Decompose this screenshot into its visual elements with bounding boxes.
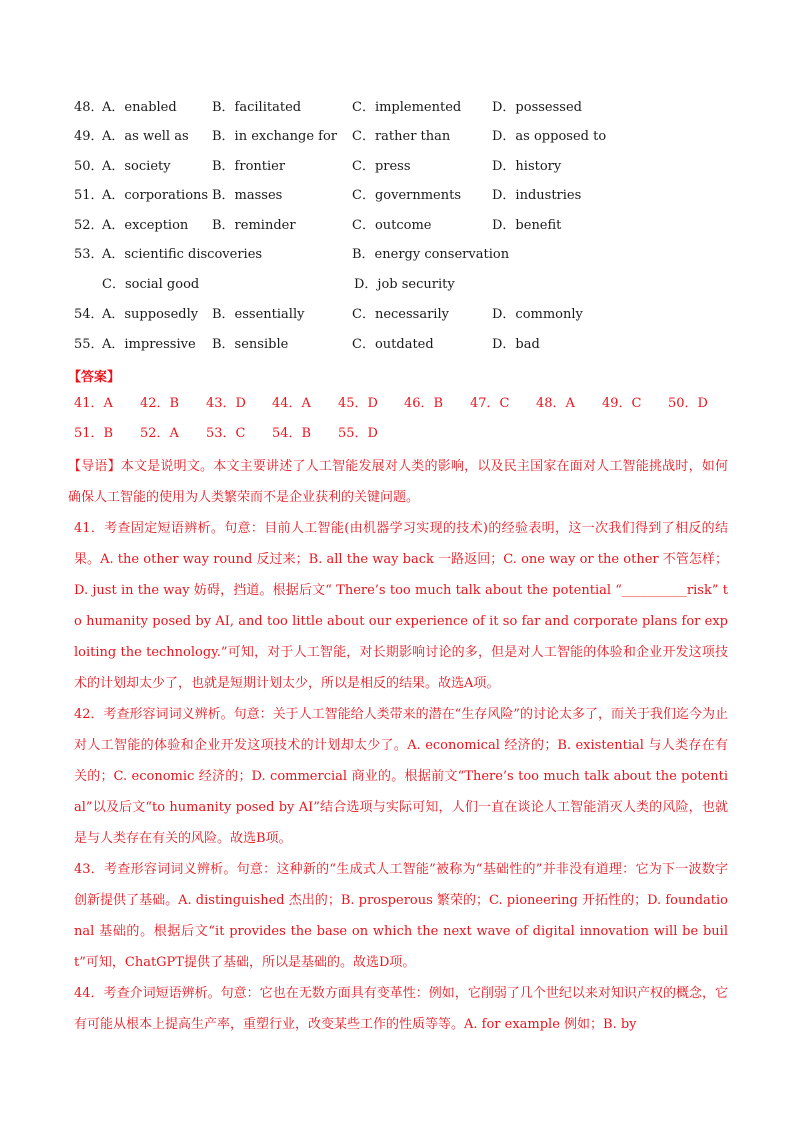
- option-c: C．press: [352, 159, 411, 174]
- answer-item: 52．A: [140, 426, 179, 441]
- option-b: B．masses: [212, 188, 283, 203]
- option-c: C．outcome: [352, 218, 432, 233]
- answer-item: 50．D: [668, 396, 708, 411]
- question-number: 55．: [74, 337, 104, 352]
- option-d: D．industries: [492, 188, 582, 203]
- explanation-44: 44．考查介词短语辨析。句意：它也在无数方面具有变革性：例如，它削弱了几个世纪以来对知识产权的概念，它有可能从根本上提高生产率，重塑行业，改变某些工作的性质等等。A. for example 例如；B. by: [74, 986, 728, 1032]
- option-d: D．possessed: [492, 100, 582, 115]
- option-b: B．in exchange for: [212, 129, 338, 144]
- option-d: D．history: [492, 159, 562, 174]
- answer-item: 54．B: [272, 426, 312, 441]
- question-number: 50．: [74, 159, 104, 174]
- answer-item: 48．A: [536, 396, 575, 411]
- answer-item: 46．B: [404, 396, 444, 411]
- option-c: C．social good: [102, 277, 200, 292]
- question-number: 53．: [74, 247, 104, 262]
- option-a: A．impressive: [102, 337, 196, 352]
- option-a: A．enabled: [102, 100, 177, 115]
- option-b: B．essentially: [212, 307, 305, 322]
- option-b: B．reminder: [212, 218, 296, 233]
- explanation-41: 41．考查固定短语辨析。句意：目前人工智能(由机器学习实现的技术)的经验表明，这一次我们得到了相反的结果。A. the other way round 反过来；B. all the way back 一路返回；C. one way or the other 不管怎样；D. just in the way 妨碍，挡道。根据后文“ There’s too much talk about the potential “__________risk” to humanity posed by AI, and too little about our experience of it so far and corporate plans for exploiting the technology.”可知，对于人工智能，对长期影响讨论的多，但是对人工智能的体验和企业开发这项技术的计划却太少了，也就是短期计划太少，所以是相反的结果。故选A项。: [74, 521, 728, 691]
- option-d: D．benefit: [492, 218, 562, 233]
- answer-item: 41．A: [74, 396, 113, 411]
- question-number: 51．: [74, 188, 104, 203]
- option-a: A．as well as: [102, 129, 189, 144]
- option-c: C．outdated: [352, 337, 434, 352]
- option-c: C．rather than: [352, 129, 451, 144]
- question-number: 54．: [74, 307, 104, 322]
- question-number: 52．: [74, 218, 104, 233]
- answer-item: 45．D: [338, 396, 378, 411]
- option-d: D．bad: [492, 337, 540, 352]
- option-d: D．commonly: [492, 307, 583, 322]
- option-c: C．necessarily: [352, 307, 449, 322]
- answer-item: 55．D: [338, 426, 378, 441]
- option-c: C．implemented: [352, 100, 462, 115]
- answer-item: 43．D: [206, 396, 246, 411]
- option-b: B．frontier: [212, 159, 286, 174]
- option-d: D．job security: [354, 277, 455, 292]
- option-c: C．governments: [352, 188, 462, 203]
- answer-item: 47．C: [470, 396, 510, 411]
- answer-item: 49．C: [602, 396, 642, 411]
- option-b: B．sensible: [212, 337, 289, 352]
- option-d: D．as opposed to: [492, 129, 607, 144]
- option-a: A．society: [102, 159, 171, 174]
- explanation-43: 43．考查形容词词义辨析。句意：这种新的“生成式人工智能”被称为“基础性的”并非没有道理：它为下一波数字创新提供了基础。A. distinguished 杰出的；B. prosperous 繁荣的；C. pioneering 开拓性的；D. foundational 基础的。根据后文“it provides the base on which the next wave of digital innovation will be built”可知，ChatGPT提供了基础，所以是基础的。故选D项。: [74, 862, 728, 970]
- intro-paragraph: 【导语】本文是说明文。本文主要讲述了人工智能发展对人类的影响，以及民主国家在面对人工智能挑战时，如何确保人工智能的使用为人类繁荣而不是企业获利的关键问题。: [68, 459, 728, 505]
- option-b: B．energy conservation: [352, 247, 510, 262]
- option-a: A．supposedly: [102, 307, 199, 322]
- option-a: A．scientific discoveries: [102, 247, 263, 262]
- question-number: 48．: [74, 100, 104, 115]
- answer-item: 42．B: [140, 396, 180, 411]
- option-a: A．exception: [102, 218, 189, 233]
- question-number: 49．: [74, 129, 104, 144]
- answer-item: 44．A: [272, 396, 311, 411]
- option-a: A．corporations: [102, 188, 209, 203]
- answer-heading: 【答案】: [68, 370, 121, 385]
- explanation-42: 42．考查形容词词义辨析。句意：关于人工智能给人类带来的潜在“生存风险”的讨论太多了，而关于我们迄今为止对人工智能的体验和企业开发这项技术的计划却太少了。A. economical 经济的；B. existential 与人类存在有关的；C. economic 经济的；D. commercial 商业的。根据前文“There’s too much talk about the potential”以及后文“to humanity posed by AI”结合选项与实际可知，人们一直在谈论人工智能消灭人类的风险，也就是与人类存在有关的风险。故选B项。: [74, 707, 729, 846]
- answer-item: 51．B: [74, 426, 114, 441]
- option-b: B．facilitated: [212, 100, 302, 115]
- answer-item: 53．C: [206, 426, 246, 441]
